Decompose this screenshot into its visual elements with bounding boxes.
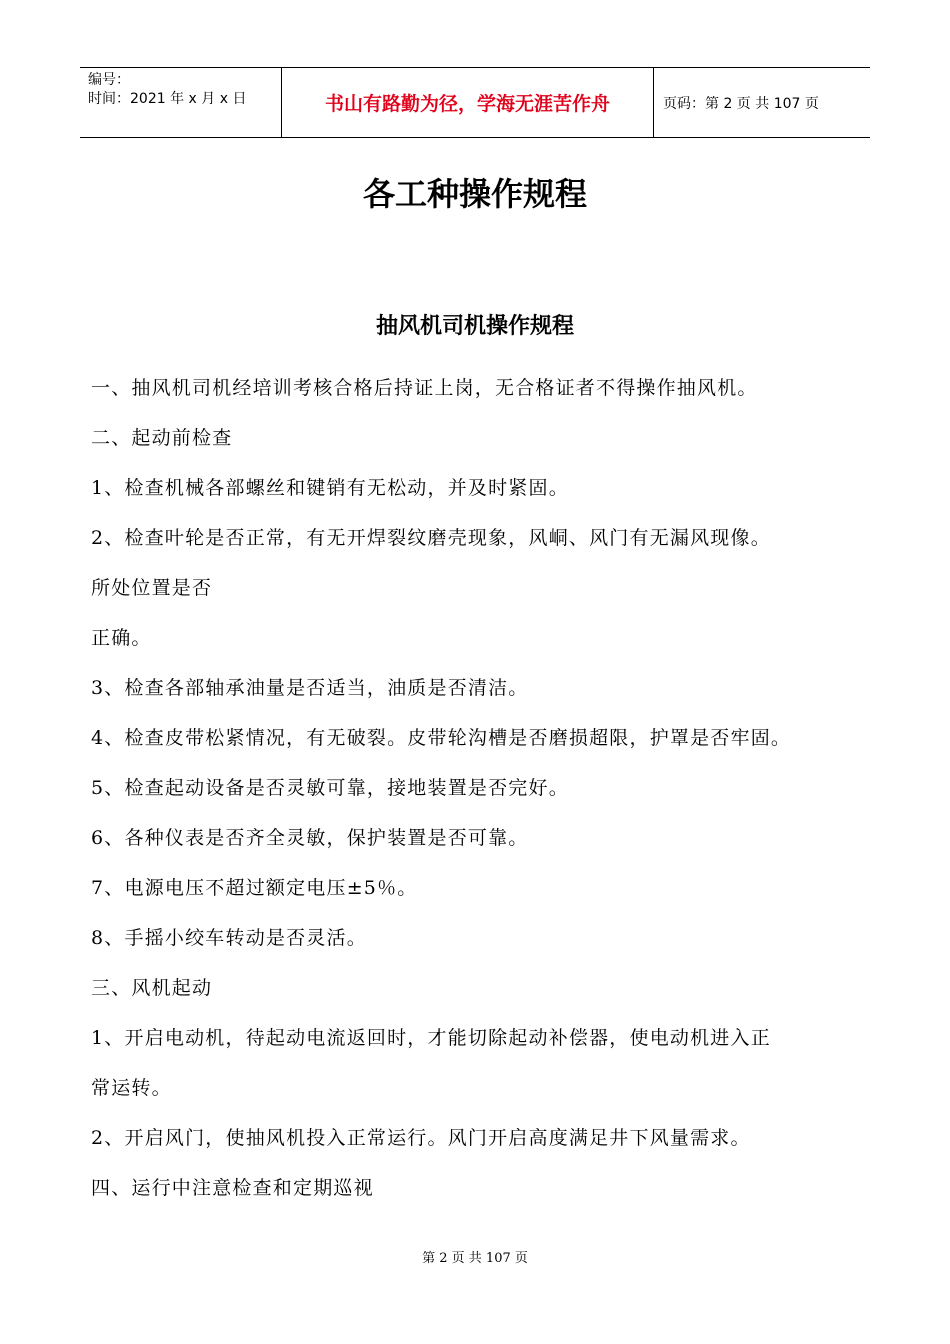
text-line: 二、起动前检查 [91, 427, 233, 449]
header-meta [80, 68, 282, 137]
text-line: 8、手摇小绞车转动是否灵活。 [91, 927, 367, 949]
text-line: 四、运行中注意检查和定期巡视 [91, 1177, 374, 1199]
header-page-number: 页码：第 2 页 共 107 页 [663, 95, 819, 112]
text-line: 7、电源电压不超过额定电压±5％。 [91, 877, 418, 899]
text-line: 3、检查各部轴承油量是否适当，油质是否清洁。 [91, 677, 529, 699]
text-line: 常运转。 [91, 1077, 172, 1099]
text-line: 所处位置是否 [91, 577, 213, 599]
section-title: 抽风机司机操作规程 [375, 313, 574, 339]
text-line: 1、开启电动机，待起动电流返回时，才能切除起动补偿器，使电动机进入正 [91, 1027, 771, 1049]
serial-number-label: 编号： [88, 72, 130, 88]
page-header [80, 67, 870, 138]
text-line: 6、各种仪表是否齐全灵敏，保护装置是否可靠。 [91, 827, 529, 849]
text-line: 2、开启风门，使抽风机投入正常运行。风门开启高度满足井下风量需求。 [91, 1127, 751, 1149]
body-text [91, 370, 871, 1220]
text-line: 5、检查起动设备是否灵敏可靠，接地装置是否完好。 [91, 777, 569, 799]
text-line: 正确。 [91, 627, 152, 649]
header-motto: 书山有路勤为径，学海无涯苦作舟 [282, 68, 654, 137]
text-line: 1、检查机械各部螺丝和键销有无松动，并及时紧固。 [91, 477, 569, 499]
text-line: 4、检查皮带松紧情况，有无破裂。皮带轮沟槽是否磨损超限，护罩是否牢固。 [91, 727, 792, 749]
date-label: 时间：2021 年 x 月 x 日 [88, 91, 247, 107]
text-line: 2、检查叶轮是否正常，有无开焊裂纹磨壳现象，风峒、风门有无漏风现像。 [91, 527, 771, 549]
text-line: 三、风机起动 [91, 977, 213, 999]
document-title: 各工种操作规程 [362, 175, 587, 213]
text-line: 一、抽风机司机经培训考核合格后持证上岗，无合格证者不得操作抽风机。 [91, 377, 758, 399]
page-footer: 第 2 页 共 107 页 [422, 1251, 528, 1266]
